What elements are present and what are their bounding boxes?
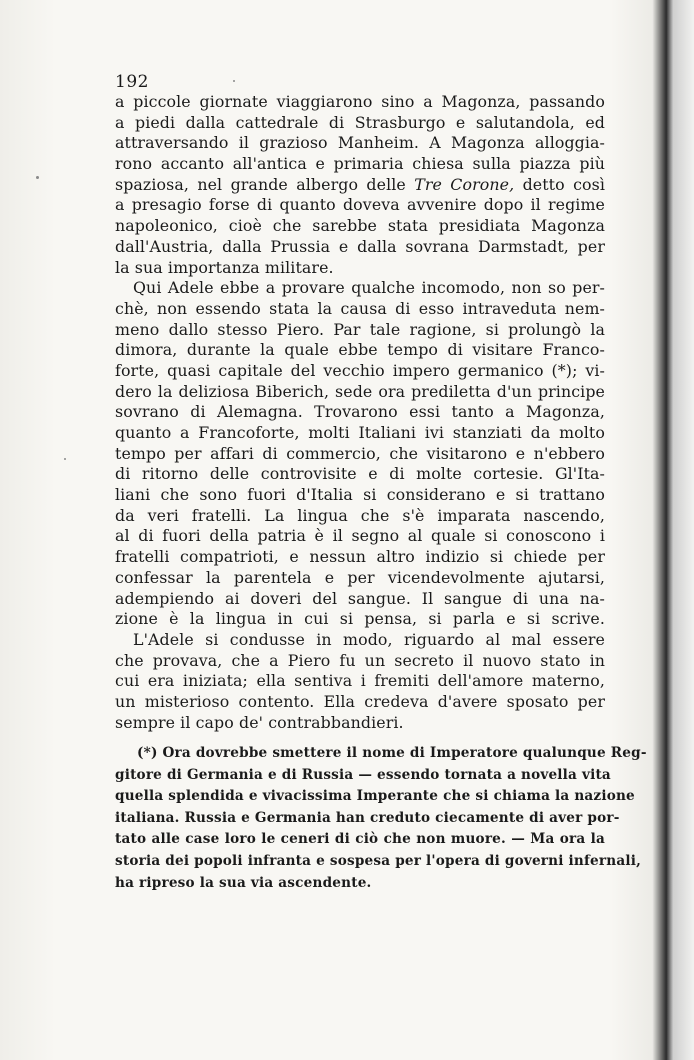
page-number: 192 [115, 72, 149, 92]
text-line: rono accanto all'antica e primaria chiesa sulla piazza più [115, 154, 605, 174]
paragraph-start: L'Adele si condusse in modo, riguardo al mal essere [133, 629, 605, 649]
text-line: fratelli compatrioti, e nessun altro indizio si chiede per [115, 547, 605, 567]
text-line: dero la deliziosa Biberich, sede ora prediletta d'un principe [115, 381, 605, 401]
footnote [115, 743, 647, 894]
text-line: chè, non essendo stata la causa di esso intraveduta nem- [115, 298, 605, 318]
text-line-with-italic: spaziosa, nel grande albergo delle Tre Corone, detto così [115, 174, 606, 194]
text-line: tempo per affari di commercio, che visitarono e n'ebbero [115, 443, 605, 463]
footnote-line: tato alle case loro le ceneri di ciò che non muore. — Ma ora la [115, 831, 605, 848]
text-line: un misterioso contento. Ella credeva d'avere sposato per [115, 691, 605, 711]
text-line: meno dallo stesso Piero. Par tale ragione, si prolungò la [115, 319, 605, 339]
text-line: da veri fratelli. La lingua che s'è imparata nascendo, [115, 505, 605, 525]
footnote-line: ha ripreso la sua via ascendente. [115, 874, 372, 891]
footnote-line: (*) Ora dovrebbe smettere il nome di Imperatore qualunque Reg- [137, 745, 647, 761]
text-line: la sua importanza militare. [115, 257, 334, 277]
text-line: sempre il capo de' contrabbandieri. [115, 712, 404, 732]
text-line: forte, quasi capitale del vecchio impero germanico (*); vi- [115, 360, 605, 380]
text-line: adempiendo ai doveri del sangue. Il sangue di una na- [115, 588, 605, 608]
paper-speck [64, 458, 66, 460]
text-line: sovrano di Alemagna. Trovarono essi tanto a Magonza, [115, 402, 605, 422]
footnote-line: gitore di Germania e di Russia — essendo tornata a novella vita [115, 766, 611, 783]
text-line: liani che sono fuori d'Italia si considerano e si trattano [115, 485, 605, 505]
text-line: di ritorno delle controvisite e di molte cortesie. Gl'Ita- [115, 464, 605, 484]
text-line: dall'Austria, dalla Prussia e dalla sovrana Darmstadt, per [115, 236, 605, 256]
italic-title: Tre Corone, [414, 174, 515, 194]
text-line: zione è la lingua in cui si pensa, si parla e si scrive. [115, 609, 605, 629]
text-line: quanto a Francoforte, molti Italiani ivi stanziati da molto [115, 423, 605, 442]
text-line: attraversando il grazioso Manheim. A Magonza alloggia- [115, 133, 605, 153]
paper-speck [233, 80, 235, 82]
footnote-line: quella splendida e vivacissima Imperante che si chiama la nazione [115, 788, 635, 805]
text-line: a presagio forse di quanto doveva avvenire dopo il regime [115, 195, 605, 215]
footnote-line: italiana. Russia e Germania han creduto ciecamente di aver por- [115, 809, 620, 826]
paper-speck [36, 176, 39, 179]
text-line: a piccole giornate viaggiarono sino a Magonza, passando [115, 92, 605, 111]
paragraph-start: Qui Adele ebbe a provare qualche incomodo, non so per- [133, 278, 605, 298]
footnote-line: storia dei popoli infranta e sospesa per l'opera di governi infernali, [115, 852, 642, 869]
text-line: a piedi dalla cattedrale di Strasburgo e salutandola, ed [115, 112, 605, 132]
text-line: al di fuori della patria è il segno al quale si conoscono i [115, 526, 605, 546]
body-text [115, 92, 605, 733]
text-line: dimora, durante la quale ebbe tempo di visitare Franco- [115, 340, 605, 360]
text-line: confessar la parentela e per vicendevolmente ajutarsi, [115, 567, 605, 587]
text-line: napoleonico, cioè che sarebbe stata presidiata Magonza [115, 216, 605, 236]
text-line: che provava, che a Piero fu un secreto il nuovo stato in [115, 650, 605, 670]
text-line: cui era iniziata; ella sentiva i fremiti dell'amore materno, [115, 671, 605, 691]
